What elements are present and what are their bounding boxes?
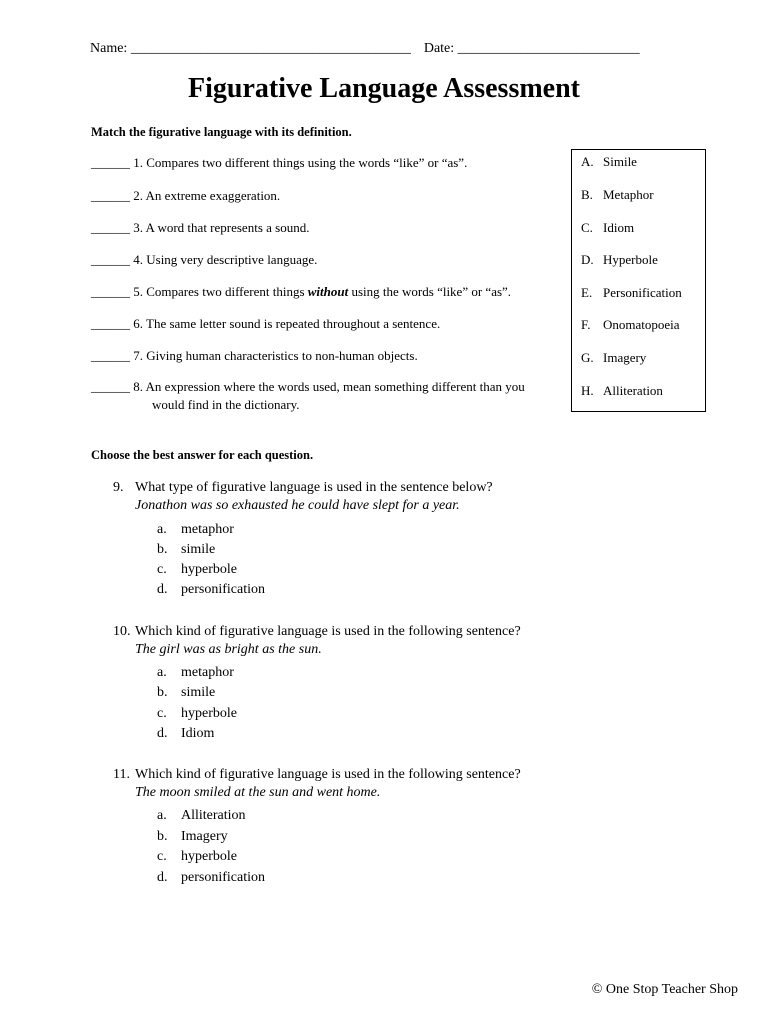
matching-heading: Match the figurative language with its definition.: [91, 125, 352, 139]
question-10: 10. Which kind of figurative language is used in the following sentence? The girl was as bright as the sun.: [113, 624, 521, 657]
answer-blank[interactable]: ______: [91, 316, 130, 331]
match-definition: An extreme exaggeration.: [145, 188, 281, 203]
option-e: E. Personification: [581, 285, 682, 300]
answer-blank[interactable]: ______: [91, 220, 130, 235]
multiple-choice-heading: Choose the best answer for each question.: [91, 448, 314, 462]
match-item-5: ______ 5. Compares two different things without using the words “like” or “as”.: [91, 284, 512, 299]
option-g: G. Imagery: [581, 350, 647, 365]
question-sentence: The moon smiled at the sun and went home.: [135, 785, 381, 800]
question-prompt: What type of figurative language is used in the sentence below?: [135, 480, 493, 495]
option-b: B. Metaphor: [581, 187, 654, 202]
page-title: Figurative Language Assessment: [188, 73, 580, 104]
choice-10d[interactable]: d. Idiom: [157, 726, 215, 741]
match-definition-end: using the words “like” or “as”.: [351, 284, 512, 299]
date-field[interactable]: Date: __________________________: [423, 41, 640, 56]
match-definition: The same letter sound is repeated throughout a sentence.: [146, 316, 441, 331]
option-d: D. Hyperbole: [581, 252, 658, 267]
question-prompt: Which kind of figurative language is used in the following sentence?: [135, 624, 521, 639]
answer-blank[interactable]: ______: [91, 155, 130, 170]
match-item-7: ______ 7. Giving human characteristics to non-human objects.: [91, 348, 418, 363]
question-prompt: Which kind of figurative language is used in the following sentence?: [135, 767, 521, 782]
question-9: 9. What type of figurative language is used in the sentence below? Jonathon was so exhausted he could have slept for a year.: [113, 480, 493, 513]
match-item-1: ______ 1. Compares two different things using the words “like” or “as”.: [91, 155, 468, 170]
match-definition: An expression where the words used, mean something different than you: [145, 379, 525, 394]
answer-blank[interactable]: ______: [91, 252, 130, 267]
choice-9c[interactable]: c. hyperbole: [157, 562, 237, 577]
answer-blank[interactable]: ______: [91, 348, 130, 363]
option-h: H. Alliteration: [581, 383, 663, 398]
choice-11a[interactable]: a. Alliteration: [157, 808, 246, 823]
answer-options-box: [571, 149, 706, 412]
choice-10a[interactable]: a. metaphor: [157, 665, 234, 680]
match-item-4: ______ 4. Using very descriptive language.: [91, 252, 318, 267]
match-definition: Giving human characteristics to non-human objects.: [146, 348, 418, 363]
match-definition: Compares two different things using the words “like” or “as”.: [146, 155, 468, 170]
match-item-8: ______ 8. An expression where the words used, mean something different than you would find in the dictionary.: [91, 379, 525, 412]
match-item-2: ______ 2. An extreme exaggeration.: [91, 188, 281, 203]
name-date-row: [90, 41, 640, 57]
match-definition: Using very descriptive language.: [146, 252, 318, 267]
answer-blank[interactable]: ______: [91, 284, 130, 299]
answer-blank[interactable]: ______: [91, 188, 130, 203]
match-definition-continued: would find in the dictionary.: [152, 397, 300, 412]
choice-11b[interactable]: b. Imagery: [157, 829, 228, 844]
name-field[interactable]: Name: ________________________________________: [90, 41, 411, 56]
match-definition-start: Compares two different things: [146, 284, 305, 299]
emphasis-without: without: [307, 284, 349, 299]
question-sentence: Jonathon was so exhausted he could have slept for a year.: [135, 498, 460, 513]
choice-9d[interactable]: d. personification: [157, 582, 265, 597]
choice-11d[interactable]: d. personification: [157, 870, 265, 885]
question-11: 11. Which kind of figurative language is used in the following sentence? The moon smiled at the sun and went home.: [113, 767, 521, 800]
choice-9a[interactable]: a. metaphor: [157, 522, 234, 537]
match-item-3: ______ 3. A word that represents a sound.: [91, 220, 310, 235]
match-definition: A word that represents a sound.: [145, 220, 310, 235]
match-item-6: ______ 6. The same letter sound is repeated throughout a sentence.: [91, 316, 441, 331]
choice-10c[interactable]: c. hyperbole: [157, 706, 237, 721]
answer-blank[interactable]: ______: [91, 379, 130, 394]
copyright-footer: © One Stop Teacher Shop: [591, 982, 738, 997]
choice-9b[interactable]: b. simile: [157, 542, 216, 557]
choice-10b[interactable]: b. simile: [157, 685, 216, 700]
option-f: F. Onomatopoeia: [581, 317, 680, 332]
question-sentence: The girl was as bright as the sun.: [135, 642, 322, 657]
option-c: C. Idiom: [581, 220, 635, 235]
option-a: A. Simile: [581, 154, 637, 169]
choice-11c[interactable]: c. hyperbole: [157, 849, 237, 864]
